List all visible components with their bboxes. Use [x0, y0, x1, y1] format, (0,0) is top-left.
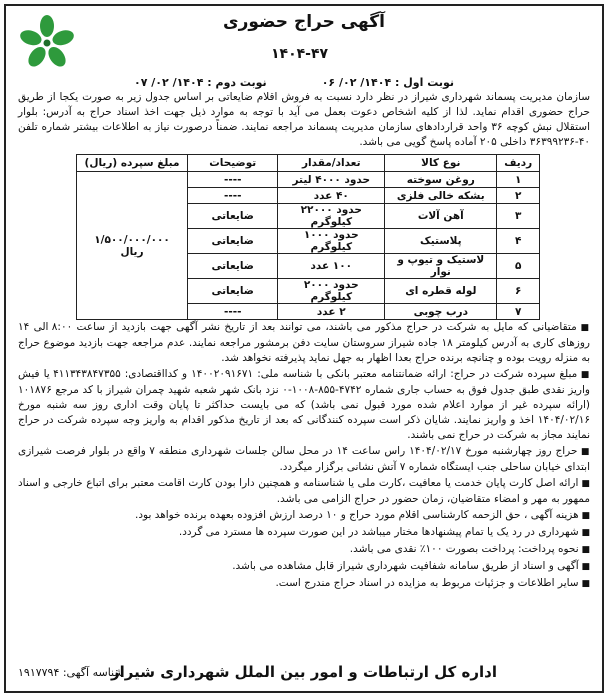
- header-description: توضیحات: [188, 155, 278, 172]
- condition-item: ■ هزینه آگهی ، حق الزحمه کارشناسی اقلام مورد حراج و ۱۰ درصد ارزش افزوده بعهده برنده خواهد بود.: [18, 508, 590, 524]
- item-description: ----: [188, 188, 278, 204]
- header-row-number: ردیف: [497, 155, 540, 172]
- item-description: ----: [188, 172, 278, 188]
- row-number: ۶: [497, 279, 540, 304]
- issuing-office: اداره کل ارتباطات و امور بین الملل شهرداری شیراز: [111, 663, 497, 681]
- first-publication-date: نوبت اول : ۱۴۰۴/ ۰۲/ ۰۶: [321, 76, 454, 89]
- row-number: ۲: [497, 188, 540, 204]
- table-row: [77, 172, 540, 188]
- item-type: لوله قطره ای: [385, 279, 497, 304]
- condition-item: ■ سایر اطلاعات و جزئیات مربوط به مزایده در اسناد حراج مندرج است.: [18, 576, 590, 592]
- notice-number: ۱۴۰۴-۴۷: [271, 46, 329, 62]
- item-quantity: حدود ۲۰۰۰ کیلوگرم: [278, 279, 385, 304]
- item-type: درب چوبی: [385, 304, 497, 320]
- item-type: لاستیک و تیوپ و نوار: [385, 254, 497, 279]
- notice-frame: [4, 4, 604, 693]
- condition-item: ■ ارائه اصل کارت پایان خدمت یا معافیت ،کارت ملی یا شناسنامه و همچنین دارا بودن کارت اقامت معتبر برای اتباع خارجی و اسناد ممهور به مهر و امضاء متقاضیان، زمان حضور در حراج الزامی می باشد.: [18, 476, 590, 507]
- row-number: ۳: [497, 204, 540, 229]
- item-description: ضایعاتی: [188, 204, 278, 229]
- item-description: ضایعاتی: [188, 229, 278, 254]
- item-description: ----: [188, 304, 278, 320]
- item-quantity: ۴۰ عدد: [278, 188, 385, 204]
- condition-item: ■ مبلغ سپرده شرکت در حراج: ارائه ضمانتنامه معتبر بانکی با شناسه ملی: ۱۴۰۰۲۰۹۱۶۷۱ و کدااقتصادی: ۴۱۱۳۴۳۸۴۷۳۵۵ یا فیش واریز نقدی طبق جدول فوق به حساب جاری شماره ۴۷۴۲-۸۵۵-۱۰۰۸-۰ نزد بانک شهر شعبه شهید چمران شیراز با کد مرجع ۱۰۱۸۷۶ (ارائه سپرده غیر از موارد اعلام شده مورد قبول نمی باشد) که می بایست حداکثر تا پایان وقت اداری روز سه شنبه مورخ ۱۴۰۴/۰۲/۱۶ اخذ و واریز نمایند. شایان ذکر است سپرده کنندگانی که بعد از تاریخ مذکور اقدام به واریز وجه سپرده شرکت در حراج نمایند مجاز به شرکت در حراج نمی باشند.: [18, 367, 590, 443]
- header-deposit-amount: مبلغ سپرده (ریال): [77, 155, 188, 172]
- condition-item: ■ حراج روز چهارشنبه مورخ ۱۴۰۴/۰۲/۱۷ راس ساعت ۱۴ در محل سالن جلسات شهرداری منطقه ۷ واقع در بلوار فرصت شیرازی ابتدای خیابان ساحلی جنب ایستگاه شماره ۷ آتش نشانی برگزار میگردد.: [18, 444, 590, 475]
- row-number: ۷: [497, 304, 540, 320]
- item-quantity: حدود ۱۰۰۰ کیلوگرم: [278, 229, 385, 254]
- row-number: ۵: [497, 254, 540, 279]
- intro-paragraph: سازمان مدیریت پسماند شهرداری شیراز در نظر دارد نسبت به فروش اقلام ضایعاتی بر اساس جدول زیر به صورت یکجا از طریق حراج حضوری اقدام نماید. لذا از کلیه اشخاص دعوت بعمل می آید با توجه به موارد ذیل جهت اخذ اسناد حراج به آدرس: بلوار استقلال نبش کوچه ۳۶ واحد قراردادهای سازمان مدیریت پسماند مراجعه نمایند. ضمناً درصورت نیاز به اطلاعات بیشتر شماره تلفن ۴۰-۳۶۳۹۹۲۳۶ داخلی ۲۰۵ آماده پاسخ گویی می باشد.: [18, 91, 590, 148]
- second-publication-date: نوبت دوم : ۱۴۰۴/ ۰۲/ ۰۷: [134, 76, 267, 89]
- row-number: ۱: [497, 172, 540, 188]
- item-type: بشکه خالی فلزی: [385, 188, 497, 204]
- item-quantity: حدود ۲۲۰۰۰ کیلوگرم: [278, 204, 385, 229]
- condition-item: ■ متقاضیانی که مایل به شرکت در حراج مذکور می باشند، می توانند بعد از تاریخ نشر آگهی جهت بازدید از ساعت ۸:۰۰ الی ۱۴ روزهای کاری به آدرس کیلومتر ۱۸ جاده شیراز سروستان سایت دفن برمشور مراجعه نمایند. عدم مراجعه جهت بازدید موضوع حراج به منزله رویت بوده و چنانچه برنده حراج بعدا اظهار به جهل نماید پذیرفته نخواهد شد.: [18, 320, 590, 366]
- condition-item: ■ نحوه پرداخت: پرداخت بصورت ۱۰۰٪ نقدی می باشد.: [18, 542, 590, 558]
- items-table: [76, 154, 540, 320]
- item-type: پلاستیک: [385, 229, 497, 254]
- deposit-amount: ۱/۵۰۰/۰۰۰/۰۰۰ ریال: [77, 172, 188, 320]
- notice-title: آگهی حراج حضوری: [223, 12, 385, 32]
- conditions-list: [18, 320, 590, 593]
- item-quantity: ۱۰۰ عدد: [278, 254, 385, 279]
- item-description: ضایعاتی: [188, 279, 278, 304]
- table-header-row: [77, 155, 540, 172]
- header-item-type: نوع کالا: [385, 155, 497, 172]
- header-quantity: تعداد/مقدار: [278, 155, 385, 172]
- item-quantity: حدود ۴۰۰۰ لیتر: [278, 172, 385, 188]
- item-type: آهن آلات: [385, 204, 497, 229]
- item-description: ضایعاتی: [188, 254, 278, 279]
- item-type: روغن سوخته: [385, 172, 497, 188]
- ad-id: شناسه آگهی: ۱۹۱۷۷۹۴: [18, 666, 124, 679]
- item-quantity: ۲ عدد: [278, 304, 385, 320]
- condition-item: ■ شهرداری در رد یک یا تمام پیشنهادها مختار میباشد در این صورت سپرده ها مسترد می گردد.: [18, 525, 590, 541]
- row-number: ۴: [497, 229, 540, 254]
- condition-item: ■ آگهی و اسناد از طریق سامانه شفافیت شهرداری شیراز قابل مشاهده می باشد.: [18, 559, 590, 575]
